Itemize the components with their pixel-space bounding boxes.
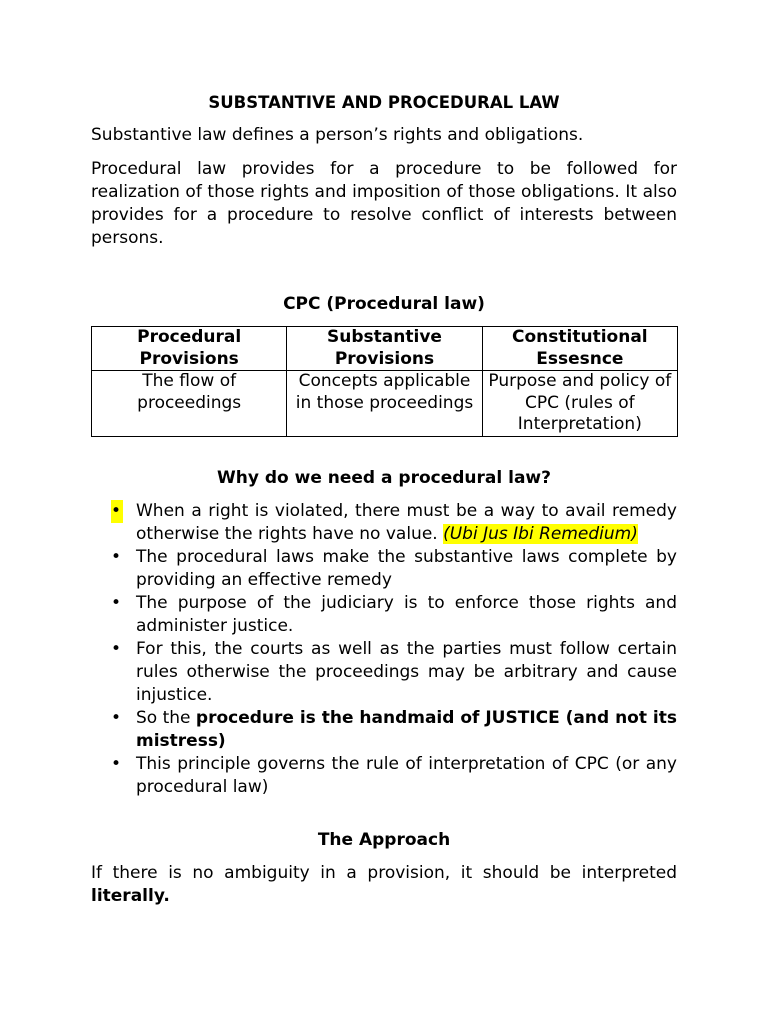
list-item: [91, 546, 677, 592]
list-item: [91, 707, 677, 753]
cpc-heading: CPC (Procedural law): [283, 294, 485, 314]
bullet-icon: •: [111, 547, 122, 567]
table-row: [92, 371, 678, 437]
bullet-icon: •: [111, 708, 122, 728]
list-item: [91, 638, 677, 707]
why-heading: Why do we need a procedural law?: [217, 468, 551, 488]
reasons-list: [91, 500, 677, 799]
list-item-text: When a right is violated, there must be a way to avail remedy otherwise the rights have no value.: [136, 501, 677, 544]
table-header-cell: Substantive Provisions: [287, 327, 482, 371]
bullet-icon: •: [111, 639, 122, 659]
list-item: [91, 592, 677, 638]
table-cell: Concepts applicable in those proceedings: [287, 371, 482, 437]
handmaid-of-justice-phrase: procedure is the handmaid of JUSTICE (and not its mistress): [136, 708, 677, 751]
approach-bold-word: literally.: [91, 886, 170, 906]
document-title: SUBSTANTIVE AND PROCEDURAL LAW: [208, 93, 560, 112]
bullet-icon: •: [111, 593, 122, 613]
substantive-law-definition: Substantive law defines a person’s rights and obligations.: [91, 125, 584, 145]
table-cell: The flow of proceedings: [92, 371, 287, 437]
table-cell: Purpose and policy of CPC (rules of Interpretation): [482, 371, 677, 437]
approach-paragraph: [91, 862, 677, 908]
procedural-law-definition: Procedural law provides for a procedure to be followed for realization of those rights and imposition of those obligations. It also provides for a procedure to resolve conflict of interests between persons.: [91, 159, 677, 248]
bullet-icon: •: [111, 501, 122, 521]
list-item: [91, 753, 677, 799]
approach-text: If there is no ambiguity in a provision, it should be interpreted: [91, 863, 677, 883]
list-item-text: For this, the courts as well as the parties must follow certain rules otherwise the proceedings may be arbitrary and cause injustice.: [136, 639, 677, 705]
table-header-cell: Procedural Provisions: [92, 327, 287, 371]
table-header-cell: Constitutional Essesnce: [482, 327, 677, 371]
list-item-text: So the: [136, 708, 196, 728]
cpc-provisions-table: [91, 326, 678, 437]
list-item-text: This principle governs the rule of interpretation of CPC (or any procedural law): [136, 754, 677, 797]
list-item-text: The procedural laws make the substantive laws complete by providing an effective remedy: [136, 547, 677, 590]
table-header-row: [92, 327, 678, 371]
list-item: [91, 500, 677, 546]
bullet-icon: •: [111, 754, 122, 774]
list-item-text: The purpose of the judiciary is to enforce those rights and administer justice.: [136, 593, 677, 636]
latin-maxim-highlight: (Ubi Jus Ibi Remedium): [443, 524, 638, 544]
approach-heading: The Approach: [317, 830, 451, 850]
